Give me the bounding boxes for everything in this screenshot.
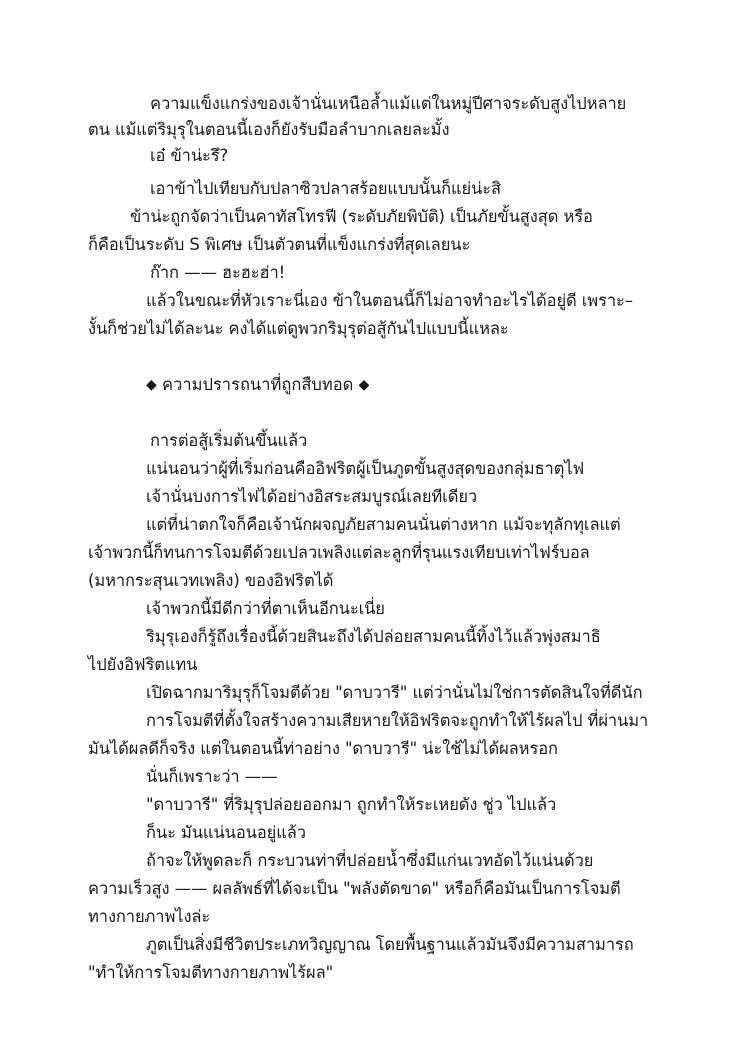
paragraph-line: นั่นก็เพราะว่า —— (146, 767, 278, 786)
paragraph-line: เปิดฉากมาริมุรุก็โจมตีด้วย "ดาบวารี" แต่ว่านั่นไม่ใช่การตัดสินใจที่ดีนัก (146, 683, 643, 702)
paragraph-line: "ทำให้การโจมตีทางกายภาพไร้ผล" (88, 963, 334, 982)
paragraph-line: แน่นอนว่าผู้ที่เริ่มก่อนคืออิฟริตผู้เป็นภูตขั้นสูงสุดของกลุ่มธาตุไฟ (146, 459, 585, 478)
paragraph-line: ก็คือเป็นระดับ S พิเศษ เป็นตัวตนที่แข็งแกร่งที่สุดเลยนะ (88, 235, 471, 254)
paragraph-line: แล้วในขณะที่หัวเราะนี่เอง ข้าในตอนนี้ก็ไม่อาจทำอะไรได้อยู่ดี เพราะ– (146, 291, 633, 310)
paragraph-line: ก็นะ มันแน่นอนอยู่แล้ว (146, 823, 306, 842)
diamond-icon: ◆ (358, 377, 370, 393)
paragraph-line: การต่อสู้เริ่มต้นขึ้นแล้ว (150, 431, 308, 450)
paragraph-line: ภูตเป็นสิ่งมีชีวิตประเภทวิญญาณ โดยพื้นฐานแล้วมันจึงมีความสามารถ (146, 935, 634, 954)
paragraph-line: แต่ที่น่าตกใจก็คือเจ้านักผจญภัยสามคนนั่นต่างหาก แม้จะทุลักทุเลแต่ (146, 515, 621, 534)
diamond-icon: ◆ (146, 377, 157, 393)
paragraph-line: (มหากระสุนเวทเพลิง) ของอิฟริตได้ (88, 571, 334, 590)
paragraph-line: ริมุรุเองก็รู้ถึงเรื่องนี้ด้วยสินะถึงได้ปล่อยสามคนนี้ทิ้งไว้แล้วพุ่งสมาธิ (146, 627, 601, 646)
paragraph-line: เจ้าพวกนี้ก็ทนการโจมตีด้วยเปลวเพลิงแต่ละลูกที่รุนแรงเทียบเท่าไฟร์บอล (88, 543, 590, 562)
paragraph-line: เอ๋ ข้าน่ะรึ? (150, 146, 229, 165)
paragraph-line: เจ้าพวกนี้มีดีกว่าที่ตาเห็นอีกนะเนี่ย (146, 599, 385, 618)
paragraph-line: ข้าน่ะถูกจัดว่าเป็นคาทัสโทรฟี (ระดับภัยพิบัติ) เป็นภัยขั้นสูงสุด หรือ (130, 207, 593, 226)
paragraph-line: ถ้าจะให้พูดละก็ กระบวนท่าที่ปล่อยน้ำซึ่งมีแก่นเวทอัดไว้แน่นด้วย (146, 851, 594, 870)
paragraph-line: ไปยังอิฟริตแทน (88, 655, 198, 674)
paragraph-line: ทางกายภาพไงล่ะ (88, 907, 211, 926)
section-heading (146, 373, 369, 397)
paragraph-line: มันได้ผลดีก็จริง แต่ในตอนนี้ท่าอย่าง "ดาบวารี" น่ะใช้ไม่ได้ผลหรอก (88, 739, 558, 758)
paragraph-line: ตน แม้แต่ริมุรุในตอนนี้เองก็ยังรับมือลำบากเลยละมั้ง (88, 120, 450, 139)
paragraph-line: ก๊าก —— ฮะฮะฮ่า! (150, 263, 286, 282)
paragraph-line: "ดาบวารี" ที่ริมุรุปล่อยออกมา ถูกทำให้ระเหยดัง ชู่ว ไปแล้ว (146, 795, 557, 814)
section-heading-text: ความปรารถนาที่ถูกสืบทอด (162, 375, 354, 394)
paragraph-line: เจ้านั่นบงการไฟได้อย่างอิสระสมบูรณ์เลยทีเดียว (146, 487, 478, 506)
paragraph-line: ความเร็วสูง —— ผลลัพธ์ที่ได้จะเป็น "พลังตัดขาด" หรือก็คือมันเป็นการโจมตี (88, 879, 621, 898)
paragraph-line: เอาข้าไปเทียบกับปลาซิวปลาสร้อยแบบนั้นก็แย่น่ะสิ (150, 179, 501, 198)
paragraph-line: ความแข็งแกร่งของเจ้านั่นเหนือล้ำแม้แต่ในหมู่ปีศาจระดับสูงไปหลาย (150, 94, 627, 113)
paragraph-line: การโจมตีที่ตั้งใจสร้างความเสียหายให้อิฟริตจะถูกทำให้ไร้ผลไป ที่ผ่านมา (146, 711, 649, 730)
paragraph-line: งั้นก็ช่วยไม่ได้ละนะ คงได้แต่ดูพวกริมุรุต่อสู้กันไปแบบนี้แหละ (88, 319, 509, 338)
